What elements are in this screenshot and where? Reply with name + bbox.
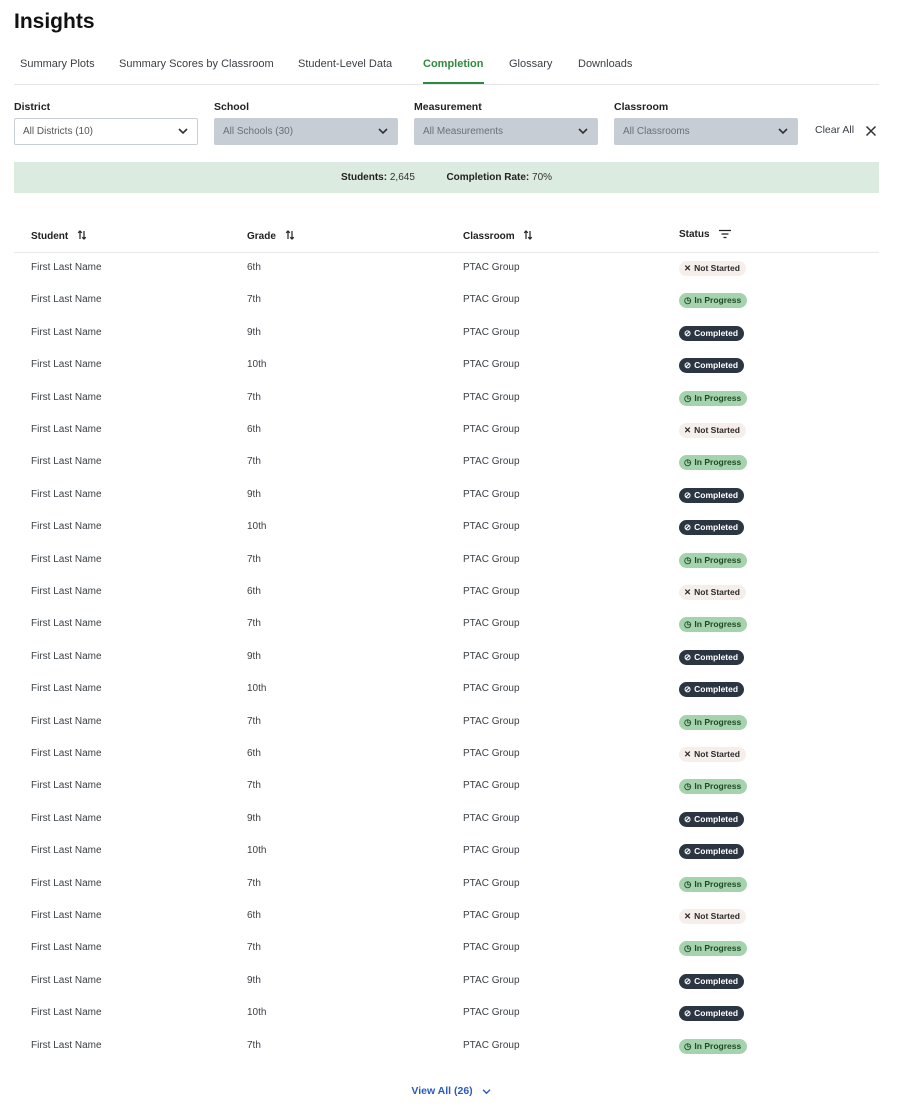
status-badge xyxy=(679,650,744,665)
classroom-cell: PTAC Group xyxy=(463,974,520,986)
grade-cell: 10th xyxy=(247,359,267,371)
classroom-cell: PTAC Group xyxy=(463,845,520,857)
grade-cell: 7th xyxy=(247,877,261,889)
student-column-header[interactable] xyxy=(31,229,87,242)
table-row xyxy=(14,869,879,901)
grade-cell: 9th xyxy=(247,326,261,338)
status-badge xyxy=(679,585,746,600)
tab-summary-scores-by-classroom[interactable]: Summary Scores by Classroom xyxy=(119,58,274,70)
x-icon: ✕ xyxy=(684,425,692,435)
status-label: Completed xyxy=(694,846,739,857)
tab-glossary[interactable]: Glossary xyxy=(509,58,553,70)
status-label: Completed xyxy=(694,327,739,338)
student-name-cell: First Last Name xyxy=(31,391,102,403)
student-name-cell: First Last Name xyxy=(31,910,102,921)
classroom-cell: PTAC Group xyxy=(463,877,520,889)
student-name-cell: First Last Name xyxy=(31,845,102,857)
student-name-cell: First Last Name xyxy=(31,586,102,597)
status-badge xyxy=(679,488,744,503)
check-circle-icon: ⊘ xyxy=(684,360,692,371)
student-name-cell: First Last Name xyxy=(31,424,102,435)
close-icon[interactable] xyxy=(865,125,877,137)
x-icon: ✕ xyxy=(684,911,692,921)
status-badge xyxy=(679,553,747,568)
table-row xyxy=(14,1031,879,1063)
status-label: Not Started xyxy=(694,749,740,759)
grade-column-label: Grade xyxy=(247,231,276,242)
classroom-cell: PTAC Group xyxy=(463,424,520,435)
chevron-down-icon xyxy=(482,1088,491,1095)
grade-cell: 6th xyxy=(247,586,261,597)
table-row xyxy=(14,415,879,447)
grade-cell: 9th xyxy=(247,974,261,986)
table-row xyxy=(14,545,879,577)
clock-icon: ◷ xyxy=(684,392,692,403)
table-row xyxy=(14,350,879,382)
classroom-cell: PTAC Group xyxy=(463,910,520,921)
student-name-cell: First Last Name xyxy=(31,618,102,630)
status-label: In Progress xyxy=(694,457,742,468)
clock-icon: ◷ xyxy=(684,943,692,954)
table-row xyxy=(14,901,879,933)
table-row xyxy=(14,318,879,350)
clock-icon: ◷ xyxy=(684,1040,692,1051)
grade-cell: 7th xyxy=(247,780,261,792)
status-badge xyxy=(679,844,744,859)
grade-cell: 9th xyxy=(247,488,261,500)
grade-cell: 7th xyxy=(247,1039,261,1051)
student-name-cell: First Last Name xyxy=(31,877,102,889)
status-label: In Progress xyxy=(694,716,742,727)
status-label: In Progress xyxy=(694,295,742,306)
table-row xyxy=(14,804,879,836)
table-row xyxy=(14,674,879,706)
classroom-cell: PTAC Group xyxy=(463,488,520,500)
grade-cell: 10th xyxy=(247,521,267,533)
tab-bar xyxy=(14,52,879,85)
table-row xyxy=(14,998,879,1030)
status-label: Completed xyxy=(694,651,739,662)
clock-icon: ◷ xyxy=(684,457,692,468)
status-column-header[interactable] xyxy=(679,229,732,240)
grade-cell: 7th xyxy=(247,456,261,468)
table-row xyxy=(14,771,879,803)
student-name-cell: First Last Name xyxy=(31,488,102,500)
tab-student-level-data[interactable]: Student-Level Data xyxy=(298,58,393,70)
classroom-cell: PTAC Group xyxy=(463,359,520,371)
check-circle-icon: ⊘ xyxy=(684,1008,692,1019)
student-name-cell: First Last Name xyxy=(31,650,102,662)
table-row xyxy=(14,642,879,674)
student-column-label: Student xyxy=(31,231,69,242)
status-label: Completed xyxy=(694,684,739,695)
clear-all-button[interactable]: Clear All xyxy=(815,124,855,136)
status-badge xyxy=(679,617,747,632)
status-column-label: Status xyxy=(679,229,710,240)
classroom-cell: PTAC Group xyxy=(463,780,520,792)
grade-cell: 7th xyxy=(247,294,261,306)
table-row xyxy=(14,447,879,479)
classroom-cell: PTAC Group xyxy=(463,521,520,533)
grade-cell: 10th xyxy=(247,1007,267,1019)
status-label: Completed xyxy=(694,522,739,533)
status-label: Completed xyxy=(694,489,739,500)
status-badge xyxy=(679,974,744,989)
classroom-cell: PTAC Group xyxy=(463,1007,520,1019)
student-name-cell: First Last Name xyxy=(31,262,102,273)
classroom-cell: PTAC Group xyxy=(463,683,520,695)
classroom-cell: PTAC Group xyxy=(463,812,520,824)
status-label: In Progress xyxy=(694,943,742,954)
page-title: Insights xyxy=(14,10,95,33)
classroom-cell: PTAC Group xyxy=(463,618,520,630)
classroom-cell: PTAC Group xyxy=(463,650,520,662)
status-label: Not Started xyxy=(694,263,740,273)
status-label: In Progress xyxy=(694,392,742,403)
completion-rate-value: 70% xyxy=(532,172,553,183)
student-name-cell: First Last Name xyxy=(31,1039,102,1051)
status-badge xyxy=(679,747,746,762)
table-row xyxy=(14,933,879,965)
status-label: Not Started xyxy=(694,911,740,921)
district-filter-label: District xyxy=(14,101,51,113)
student-name-cell: First Last Name xyxy=(31,974,102,986)
status-badge xyxy=(679,293,747,308)
status-label: In Progress xyxy=(694,781,742,792)
classroom-cell: PTAC Group xyxy=(463,1039,520,1051)
status-label: In Progress xyxy=(694,878,742,889)
table-row xyxy=(14,383,879,415)
grade-cell: 7th xyxy=(247,391,261,403)
check-circle-icon: ⊘ xyxy=(684,684,692,695)
classroom-cell: PTAC Group xyxy=(463,942,520,954)
status-badge xyxy=(679,423,746,438)
status-label: Not Started xyxy=(694,587,740,597)
table-row xyxy=(14,966,879,998)
status-badge xyxy=(679,455,747,470)
grade-column-header[interactable] xyxy=(247,229,295,242)
status-badge xyxy=(679,391,747,406)
table-row xyxy=(14,480,879,512)
school-filter-label: School xyxy=(214,101,250,113)
classroom-cell: PTAC Group xyxy=(463,456,520,468)
status-badge xyxy=(679,779,747,794)
school-select-value: All Schools (30) xyxy=(223,126,294,137)
classroom-cell: PTAC Group xyxy=(463,586,520,597)
x-icon: ✕ xyxy=(684,749,692,759)
table-row xyxy=(14,707,879,739)
classroom-column-label: Classroom xyxy=(463,231,515,242)
table-row xyxy=(14,836,879,868)
status-badge xyxy=(679,326,744,341)
district-select[interactable] xyxy=(14,118,198,145)
status-badge xyxy=(679,261,746,276)
tab-summary-plots[interactable]: Summary Plots xyxy=(20,58,95,70)
table-row xyxy=(14,285,879,317)
classroom-select[interactable] xyxy=(614,118,798,145)
chevron-down-icon xyxy=(378,127,388,135)
student-name-cell: First Last Name xyxy=(31,748,102,759)
student-name-cell: First Last Name xyxy=(31,326,102,338)
classroom-cell: PTAC Group xyxy=(463,553,520,565)
classroom-cell: PTAC Group xyxy=(463,262,520,273)
classroom-filter-label: Classroom xyxy=(614,101,669,113)
status-badge xyxy=(679,715,747,730)
clock-icon: ◷ xyxy=(684,295,692,306)
status-label: In Progress xyxy=(694,619,742,630)
completion-summary-banner xyxy=(14,162,879,193)
completion-rate-label: Completion Rate: xyxy=(446,172,530,183)
student-name-cell: First Last Name xyxy=(31,521,102,533)
chevron-down-icon xyxy=(578,127,588,135)
tab-completion[interactable]: Completion xyxy=(423,58,484,84)
students-label: Students: xyxy=(340,172,388,183)
school-select[interactable] xyxy=(214,118,398,145)
x-icon: ✕ xyxy=(684,587,692,597)
status-label: Completed xyxy=(694,813,739,824)
status-badge xyxy=(679,358,744,373)
student-name-cell: First Last Name xyxy=(31,715,102,727)
classroom-column-header[interactable] xyxy=(463,229,533,242)
grade-cell: 10th xyxy=(247,683,267,695)
table-row xyxy=(14,253,879,285)
table-row xyxy=(14,512,879,544)
clock-icon: ◷ xyxy=(684,554,692,565)
classroom-cell: PTAC Group xyxy=(463,748,520,759)
table-row xyxy=(14,577,879,609)
status-badge xyxy=(679,941,747,956)
status-badge xyxy=(679,877,747,892)
status-badge xyxy=(679,1039,747,1054)
student-name-cell: First Last Name xyxy=(31,294,102,306)
chevron-down-icon xyxy=(178,127,188,135)
tab-downloads[interactable]: Downloads xyxy=(578,58,633,70)
measurement-filter-label: Measurement xyxy=(414,101,482,113)
grade-cell: 7th xyxy=(247,942,261,954)
status-label: Completed xyxy=(694,360,739,371)
status-badge xyxy=(679,682,744,697)
check-circle-icon: ⊘ xyxy=(684,813,692,824)
classroom-cell: PTAC Group xyxy=(463,326,520,338)
grade-cell: 6th xyxy=(247,262,261,273)
classroom-cell: PTAC Group xyxy=(463,294,520,306)
grade-cell: 6th xyxy=(247,748,261,759)
status-label: Not Started xyxy=(694,425,740,435)
student-name-cell: First Last Name xyxy=(31,780,102,792)
check-circle-icon: ⊘ xyxy=(684,522,692,533)
grade-cell: 7th xyxy=(247,553,261,565)
sort-icon[interactable] xyxy=(77,229,87,241)
classroom-select-value: All Classrooms xyxy=(623,126,690,137)
measurement-select-value: All Measurements xyxy=(423,126,504,137)
filter-icon[interactable] xyxy=(718,229,732,239)
grade-cell: 6th xyxy=(247,424,261,435)
sort-icon[interactable] xyxy=(285,229,295,241)
clock-icon: ◷ xyxy=(684,619,692,630)
status-label: Completed xyxy=(694,1008,739,1019)
grade-cell: 7th xyxy=(247,715,261,727)
grade-cell: 9th xyxy=(247,650,261,662)
grade-cell: 7th xyxy=(247,618,261,630)
students-count: 2,645 xyxy=(389,172,415,183)
table-row xyxy=(14,609,879,641)
check-circle-icon: ⊘ xyxy=(684,975,692,986)
grade-cell: 10th xyxy=(247,845,267,857)
district-select-value: All Districts (10) xyxy=(23,126,94,137)
status-badge xyxy=(679,812,744,827)
classroom-cell: PTAC Group xyxy=(463,715,520,727)
view-all-label: View All (26) xyxy=(411,1085,473,1097)
clock-icon: ◷ xyxy=(684,781,692,792)
student-name-cell: First Last Name xyxy=(31,683,102,695)
status-label: In Progress xyxy=(694,1040,742,1051)
check-circle-icon: ⊘ xyxy=(684,489,692,500)
check-circle-icon: ⊘ xyxy=(684,327,692,338)
student-name-cell: First Last Name xyxy=(31,812,102,824)
status-badge xyxy=(679,909,746,924)
student-name-cell: First Last Name xyxy=(31,942,102,954)
student-name-cell: First Last Name xyxy=(31,1007,102,1019)
status-label: In Progress xyxy=(694,554,742,565)
status-badge xyxy=(679,1006,744,1021)
grade-cell: 9th xyxy=(247,812,261,824)
clock-icon: ◷ xyxy=(684,878,692,889)
student-name-cell: First Last Name xyxy=(31,456,102,468)
check-circle-icon: ⊘ xyxy=(684,651,692,662)
clock-icon: ◷ xyxy=(684,716,692,727)
status-badge xyxy=(679,520,744,535)
x-icon: ✕ xyxy=(684,263,692,273)
measurement-select[interactable] xyxy=(414,118,598,145)
classroom-cell: PTAC Group xyxy=(463,391,520,403)
table-row xyxy=(14,739,879,771)
chevron-down-icon xyxy=(778,127,788,135)
student-name-cell: First Last Name xyxy=(31,553,102,565)
view-all-button[interactable] xyxy=(0,1085,902,1097)
grade-cell: 6th xyxy=(247,910,261,921)
student-name-cell: First Last Name xyxy=(31,359,102,371)
status-label: Completed xyxy=(694,975,739,986)
sort-icon[interactable] xyxy=(523,229,533,241)
check-circle-icon: ⊘ xyxy=(684,846,692,857)
